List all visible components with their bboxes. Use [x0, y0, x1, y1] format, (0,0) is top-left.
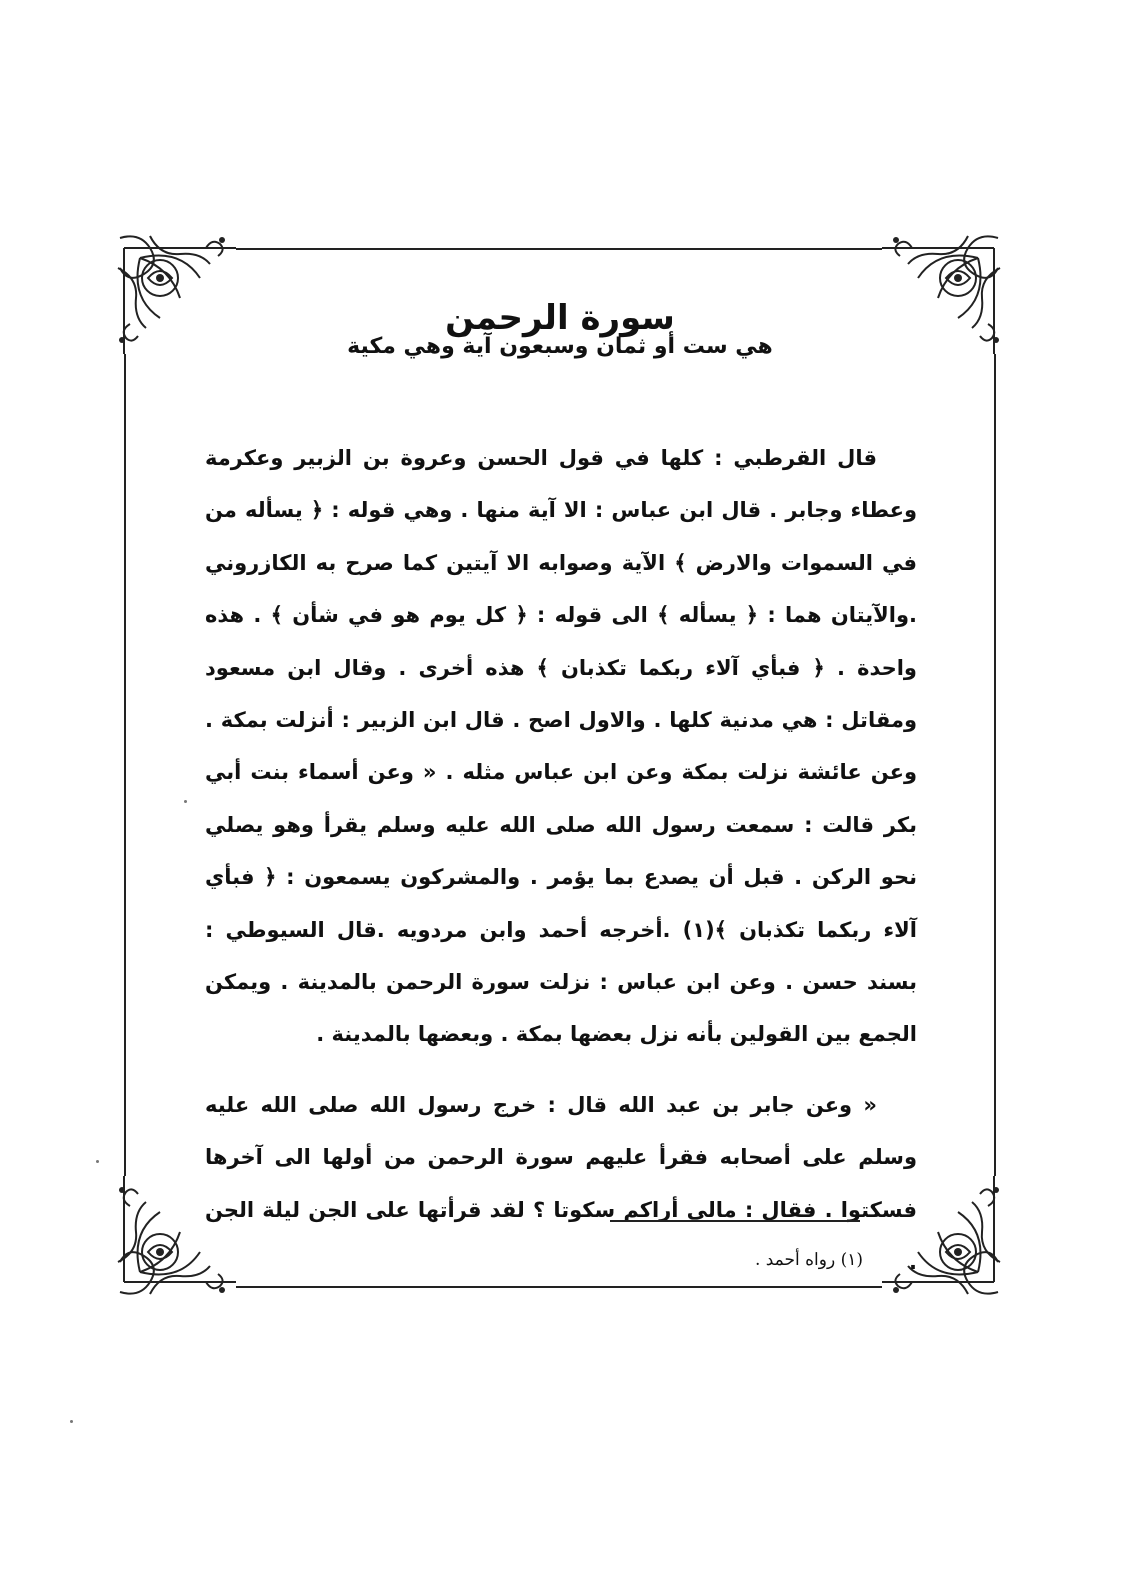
scan-speck — [184, 800, 187, 803]
footnote-separator — [610, 1220, 860, 1222]
footnote: (١) رواه أحمد . — [754, 1250, 863, 1270]
surah-subtitle: هي ست أو ثمان وسبعون آية وهي مكية — [347, 334, 773, 359]
surah-title: سورة الرحمن — [445, 297, 675, 338]
commentary-paragraph-2: « وعن جابر بن عبد الله قال : خرج رسول الله صلى الله عليه وسلم على أصحابه فقرأ عليهم سورة الرحمن من أولها الى آخرها فسكتوا . فقال : مالي أراكم سكوتا ؟ لقد قرأتها على الجن ليلة الجن . — [205, 1092, 917, 1275]
corner-ornament-top-left — [110, 228, 236, 354]
scan-speck — [96, 1160, 99, 1163]
commentary-body — [205, 432, 917, 1289]
commentary-paragraph-1: قال القرطبي : كلها في قول الحسن وعروة بن الزبير وعكرمة وعطاء وجابر . قال ابن عباس : الا آية منها . وهي قوله : ﴿ يسأله من في السموات والارض ﴾ الآية وصوابه الا آيتين كما صرح به الكازروني .والآيتان هما : ﴿ يسأله ﴾ الى قوله : ﴿ كل يوم هو في شأن ﴾ . هذه واحدة . ﴿ فبأي آلاء ربكما تكذبان ﴾ هذه أخرى . وقال ابن مسعود ومقاتل : هي مدنية كلها . والاول اصح . قال ابن الزبير : أنزلت بمكة . وعن عائشة نزلت بمكة وعن ابن عباس مثله . « وعن أسماء بنت أبي بكر قالت : سمعت رسول الله صلى الله عليه وسلم يقرأ وهو يصلي نحو الركن . قبل أن يصدع بما يؤمر . والمشركون يسمعون : ﴿ فبأي آلاء ربكما تكذبان ﴾(١) .أخرجه أحمد وابن مردويه .قال السيوطي : بسند حسن . وعن ابن عباس : نزلت سورة الرحمن بالمدينة . ويمكن الجمع بين القولين بأنه نزل بعضها بمكة . وبعضها بالمدينة . — [205, 446, 917, 1047]
corner-ornament-top-right — [882, 228, 1008, 354]
arabesque-ornament-icon — [110, 228, 236, 354]
arabesque-ornament-icon — [882, 228, 1008, 354]
scan-speck — [70, 1420, 73, 1423]
